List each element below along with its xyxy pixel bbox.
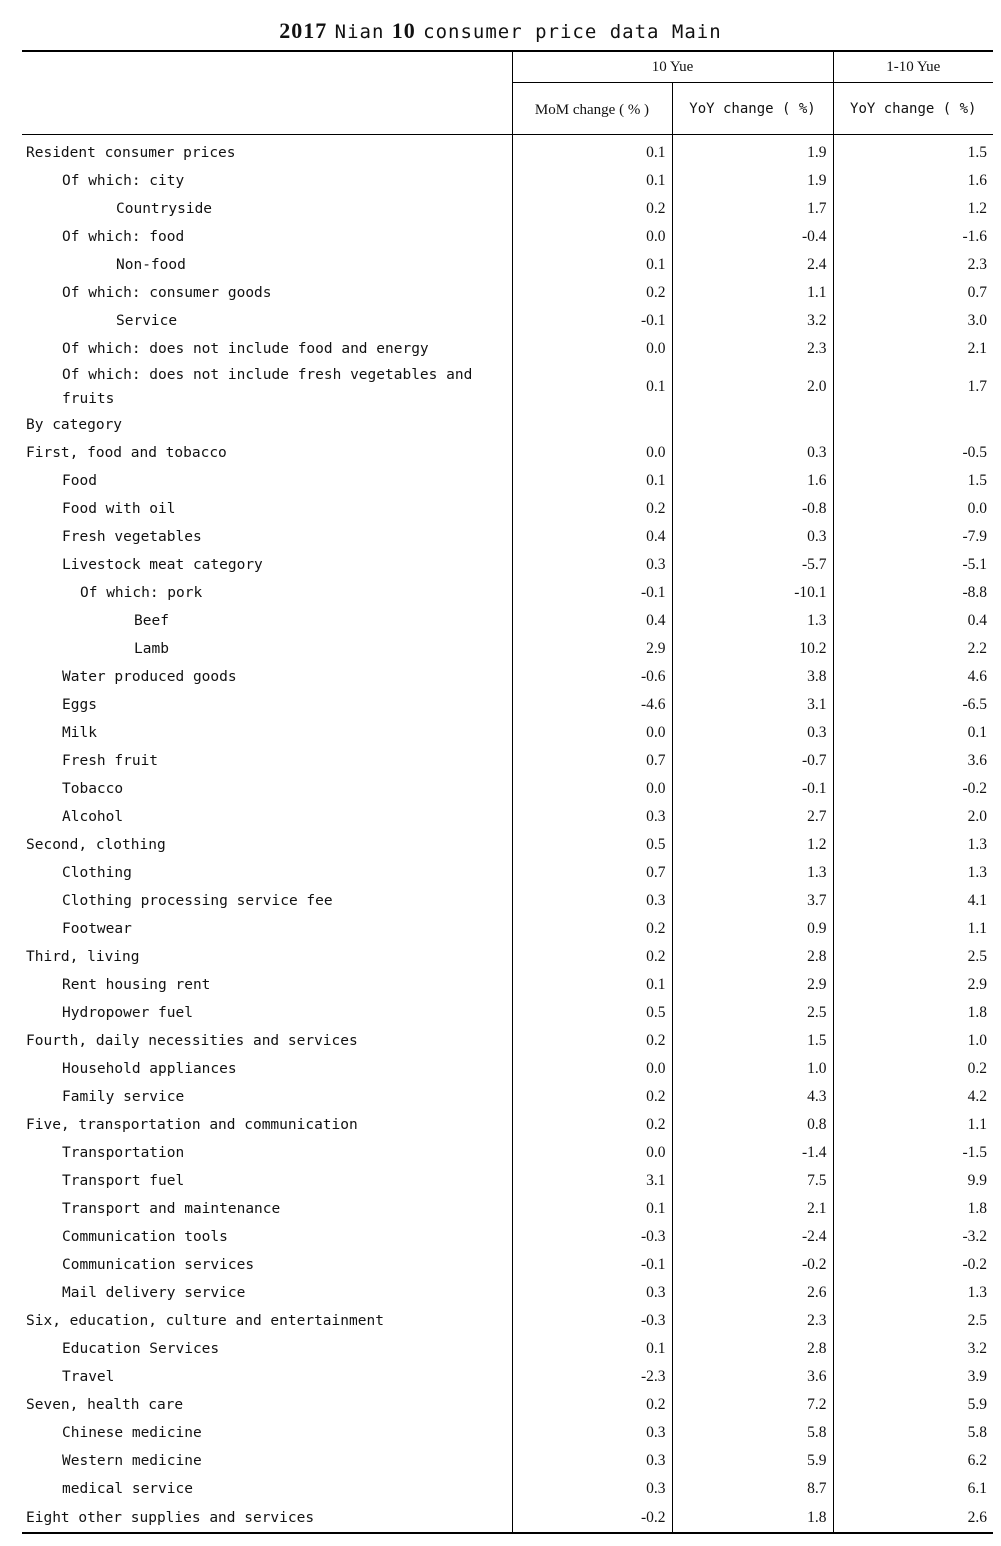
cell-mom: 0.0 [512, 439, 672, 467]
cell-ytd: -1.6 [833, 223, 993, 251]
cell-yoy: 0.3 [672, 439, 833, 467]
cell-yoy: 2.9 [672, 971, 833, 999]
cell-yoy: 3.7 [672, 887, 833, 915]
cell-mom: 0.4 [512, 607, 672, 635]
row-label: Of which: food [62, 229, 185, 245]
row-label: Of which: city [62, 173, 185, 189]
row-label: Fresh fruit [62, 753, 159, 769]
cell-yoy: 1.6 [672, 467, 833, 495]
cell-yoy: 1.0 [672, 1055, 833, 1083]
cell-yoy: 1.2 [672, 831, 833, 859]
cell-mom: 0.2 [512, 495, 672, 523]
row-label: Transport and maintenance [62, 1201, 281, 1217]
cell-ytd: 1.8 [833, 1195, 993, 1223]
table-row [22, 831, 993, 859]
cell-ytd: 1.3 [833, 859, 993, 887]
cell-yoy: 1.3 [672, 607, 833, 635]
cell-yoy: 1.1 [672, 279, 833, 307]
cell-yoy: 2.0 [672, 363, 833, 411]
row-label: Six, education, culture and entertainment [26, 1313, 384, 1329]
cell-ytd: 0.1 [833, 719, 993, 747]
cell-mom: 0.2 [512, 1391, 672, 1419]
row-label: Fresh vegetables [62, 529, 202, 545]
cell-mom: -0.1 [512, 579, 672, 607]
cell-ytd: 2.5 [833, 1307, 993, 1335]
cell-ytd: 2.3 [833, 251, 993, 279]
cell-ytd: 0.7 [833, 279, 993, 307]
cell-ytd: 1.2 [833, 195, 993, 223]
cell-yoy: 2.4 [672, 251, 833, 279]
row-label: Clothing [62, 865, 132, 881]
cell-ytd: 1.1 [833, 915, 993, 943]
cell-yoy: 3.2 [672, 307, 833, 335]
cell-yoy: 5.8 [672, 1419, 833, 1447]
cell-ytd: 1.1 [833, 1111, 993, 1139]
cell-ytd: 4.2 [833, 1083, 993, 1111]
table-row [22, 775, 993, 803]
cell-yoy: -0.8 [672, 495, 833, 523]
cell-mom: -0.2 [512, 1503, 672, 1533]
cell-yoy: 8.7 [672, 1475, 833, 1503]
row-label: Water produced goods [62, 669, 237, 685]
cell-yoy: 10.2 [672, 635, 833, 663]
cell-ytd: 1.3 [833, 1279, 993, 1307]
row-label: Third, living [26, 949, 140, 965]
cell-mom: 3.1 [512, 1167, 672, 1195]
cell-mom: 0.1 [512, 251, 672, 279]
cell-ytd: 1.7 [833, 363, 993, 411]
cell-yoy: -0.4 [672, 223, 833, 251]
cell-ytd: 3.9 [833, 1363, 993, 1391]
row-label: Five, transportation and communication [26, 1117, 358, 1133]
row-label: Beef [134, 613, 169, 629]
table-row [22, 1083, 993, 1111]
table-row [22, 915, 993, 943]
cell-mom: -4.6 [512, 691, 672, 719]
row-label: Of which: pork [80, 585, 203, 601]
cell-ytd: 1.3 [833, 831, 993, 859]
cell-mom: 0.0 [512, 335, 672, 363]
cell-yoy: -0.2 [672, 1251, 833, 1279]
table-row [22, 251, 993, 279]
cell-ytd: 2.9 [833, 971, 993, 999]
table-row [22, 859, 993, 887]
cell-mom: 0.2 [512, 279, 672, 307]
row-label: Service [116, 313, 178, 329]
row-label: Resident consumer prices [26, 145, 236, 161]
row-label: Non-food [116, 257, 186, 273]
cell-mom: 0.4 [512, 523, 672, 551]
table-body [22, 135, 993, 1534]
row-label: Fourth, daily necessities and services [26, 1033, 358, 1049]
cell-ytd: 3.6 [833, 747, 993, 775]
cell-ytd: -6.5 [833, 691, 993, 719]
header-mom: MoM change ( % ) [512, 83, 672, 135]
cell-ytd: 5.9 [833, 1391, 993, 1419]
cell-mom: 0.2 [512, 1111, 672, 1139]
cell-mom: 0.1 [512, 467, 672, 495]
cell-yoy: 1.9 [672, 167, 833, 195]
cell-yoy: -0.7 [672, 747, 833, 775]
cell-ytd: 3.2 [833, 1335, 993, 1363]
row-label: Clothing processing service fee [62, 893, 333, 909]
cell-ytd: 0.4 [833, 607, 993, 635]
cell-yoy: 0.9 [672, 915, 833, 943]
table-row [22, 691, 993, 719]
row-label: Rent housing rent [62, 977, 211, 993]
cell-mom: 0.3 [512, 1447, 672, 1475]
cell-yoy: 2.3 [672, 1307, 833, 1335]
table-row [22, 223, 993, 251]
table-row [22, 999, 993, 1027]
row-label: Food with oil [62, 501, 176, 517]
cell-ytd: 0.0 [833, 495, 993, 523]
row-label: By category [26, 417, 123, 433]
cell-yoy: 2.5 [672, 999, 833, 1027]
cell-yoy: 0.8 [672, 1111, 833, 1139]
table-row [22, 663, 993, 691]
cell-ytd: 4.6 [833, 663, 993, 691]
table-row [22, 167, 993, 195]
cell-yoy: -0.1 [672, 775, 833, 803]
cell-ytd: -1.5 [833, 1139, 993, 1167]
row-label: Livestock meat category [62, 557, 263, 573]
cell-yoy: 2.7 [672, 803, 833, 831]
row-label: Transportation [62, 1145, 185, 1161]
cell-ytd: 2.0 [833, 803, 993, 831]
cell-mom: 0.3 [512, 1279, 672, 1307]
table-row [22, 635, 993, 663]
cell-yoy: 5.9 [672, 1447, 833, 1475]
cell-mom: 0.3 [512, 1475, 672, 1503]
cell-mom: 0.7 [512, 859, 672, 887]
cell-ytd: 3.0 [833, 307, 993, 335]
cell-mom: 0.3 [512, 1419, 672, 1447]
row-label: Tobacco [62, 781, 124, 797]
cell-ytd: 2.1 [833, 335, 993, 363]
cell-mom: 0.3 [512, 803, 672, 831]
title-rest: consumer price data Main [423, 21, 722, 43]
cell-yoy: 1.5 [672, 1027, 833, 1055]
row-label: Hydropower fuel [62, 1005, 193, 1021]
row-label: medical service [62, 1481, 193, 1497]
row-label: Household appliances [62, 1061, 237, 1077]
header-yoy-ytd: YoY change ( %) [833, 83, 993, 135]
row-label: Lamb [134, 641, 169, 657]
table-row [22, 1195, 993, 1223]
cell-ytd: -7.9 [833, 523, 993, 551]
table-row [22, 1279, 993, 1307]
cell-yoy: 2.1 [672, 1195, 833, 1223]
table-row [22, 1055, 993, 1083]
cell-mom: -2.3 [512, 1363, 672, 1391]
cell-yoy: 2.8 [672, 1335, 833, 1363]
row-label: Communication services [62, 1257, 255, 1273]
cell-mom [512, 411, 672, 439]
title-nian: Nian [334, 21, 385, 43]
cell-mom: 0.5 [512, 831, 672, 859]
row-label: Travel [62, 1369, 115, 1385]
row-label: Alcohol [62, 809, 124, 825]
row-label: Countryside [116, 201, 213, 217]
table-row [22, 1503, 993, 1533]
row-label: First, food and tobacco [26, 445, 227, 461]
cell-yoy [672, 411, 833, 439]
table-row [22, 579, 993, 607]
cell-yoy: 7.5 [672, 1167, 833, 1195]
cell-yoy: 3.8 [672, 663, 833, 691]
row-label: Of which: consumer goods [62, 285, 272, 301]
cell-ytd: 9.9 [833, 1167, 993, 1195]
cell-mom: 0.2 [512, 195, 672, 223]
cell-yoy: -5.7 [672, 551, 833, 579]
cell-mom: -0.6 [512, 663, 672, 691]
cell-ytd: 0.2 [833, 1055, 993, 1083]
cell-yoy: 0.3 [672, 719, 833, 747]
cell-yoy: 1.3 [672, 859, 833, 887]
cell-mom: 0.1 [512, 1195, 672, 1223]
cell-mom: -0.3 [512, 1223, 672, 1251]
table-row [22, 495, 993, 523]
cell-yoy: 1.8 [672, 1503, 833, 1533]
cell-mom: 0.2 [512, 943, 672, 971]
row-label: Eight other supplies and services [22, 1503, 512, 1533]
row-label: Footwear [62, 921, 132, 937]
cell-mom: 0.0 [512, 719, 672, 747]
table-row [22, 135, 993, 168]
cell-mom: 0.0 [512, 223, 672, 251]
table-row [22, 971, 993, 999]
cell-mom: 0.2 [512, 915, 672, 943]
header-yoy-oct: YoY change ( %) [672, 83, 833, 135]
table-row [22, 607, 993, 635]
table-row [22, 1419, 993, 1447]
row-label: Food [62, 473, 97, 489]
table-row [22, 1391, 993, 1419]
cell-ytd: 1.0 [833, 1027, 993, 1055]
cell-mom: 0.1 [512, 363, 672, 411]
title-month: 10 [391, 18, 416, 43]
cell-yoy: -1.4 [672, 1139, 833, 1167]
table-row [22, 1251, 993, 1279]
cpi-table [22, 50, 993, 1534]
cell-mom: 0.0 [512, 775, 672, 803]
table-row [22, 747, 993, 775]
cell-yoy: 2.6 [672, 1279, 833, 1307]
cell-ytd: 1.5 [833, 467, 993, 495]
cell-yoy: -2.4 [672, 1223, 833, 1251]
cell-yoy: 2.8 [672, 943, 833, 971]
cell-mom: 0.5 [512, 999, 672, 1027]
table-row [22, 1363, 993, 1391]
row-label: Family service [62, 1089, 185, 1105]
table-row [22, 523, 993, 551]
cell-ytd: 2.2 [833, 635, 993, 663]
header-group-ytd: 1-10 Yue [833, 51, 993, 83]
table-row [22, 1475, 993, 1503]
cell-yoy: 1.9 [672, 135, 833, 168]
table-row [22, 411, 993, 439]
row-label: Mail delivery service [62, 1285, 246, 1301]
cell-yoy: 2.3 [672, 335, 833, 363]
row-label: Of which: does not include fresh vegetables and fruits [62, 367, 473, 407]
cell-mom: -0.3 [512, 1307, 672, 1335]
cell-mom: -0.1 [512, 307, 672, 335]
cell-ytd: 2.5 [833, 943, 993, 971]
cell-yoy: 7.2 [672, 1391, 833, 1419]
title-year: 2017 [279, 18, 328, 43]
table-row [22, 279, 993, 307]
cell-ytd: 6.2 [833, 1447, 993, 1475]
cell-yoy: 3.1 [672, 691, 833, 719]
table-row [22, 551, 993, 579]
cell-yoy: 1.7 [672, 195, 833, 223]
cell-yoy: -10.1 [672, 579, 833, 607]
table-row [22, 307, 993, 335]
row-label: Chinese medicine [62, 1425, 202, 1441]
table-row [22, 943, 993, 971]
cell-mom: 0.7 [512, 747, 672, 775]
cell-mom: 2.9 [512, 635, 672, 663]
row-label: Seven, health care [26, 1397, 184, 1413]
table-title [0, 18, 1001, 44]
row-label: Communication tools [62, 1229, 228, 1245]
cell-ytd: 1.5 [833, 135, 993, 168]
cell-yoy: 3.6 [672, 1363, 833, 1391]
cell-ytd: 2.6 [833, 1503, 993, 1533]
row-label: Education Services [62, 1341, 220, 1357]
cell-mom: 0.2 [512, 1027, 672, 1055]
table-row [22, 887, 993, 915]
table-row [22, 719, 993, 747]
table-row [22, 803, 993, 831]
row-label: Eggs [62, 697, 97, 713]
cell-ytd: 5.8 [833, 1419, 993, 1447]
cell-ytd: 1.8 [833, 999, 993, 1027]
table-row [22, 439, 993, 467]
table-row [22, 1447, 993, 1475]
cell-yoy: 0.3 [672, 523, 833, 551]
row-label: Milk [62, 725, 97, 741]
table-row [22, 1307, 993, 1335]
header-group-oct: 10 Yue [512, 51, 833, 83]
cell-mom: 0.1 [512, 971, 672, 999]
table-row [22, 1139, 993, 1167]
cell-ytd: -0.2 [833, 775, 993, 803]
cell-ytd: 4.1 [833, 887, 993, 915]
header-blank [22, 51, 512, 135]
cell-yoy: 4.3 [672, 1083, 833, 1111]
cell-mom: 0.1 [512, 1335, 672, 1363]
table-row [22, 467, 993, 495]
cell-mom: 0.0 [512, 1055, 672, 1083]
cell-mom: 0.1 [512, 167, 672, 195]
cell-ytd: 1.6 [833, 167, 993, 195]
table-row [22, 363, 993, 411]
cell-mom: -0.1 [512, 1251, 672, 1279]
cell-ytd: -5.1 [833, 551, 993, 579]
table-row [22, 1167, 993, 1195]
cell-mom: 0.2 [512, 1083, 672, 1111]
cell-ytd: 6.1 [833, 1475, 993, 1503]
table-row [22, 335, 993, 363]
cell-mom: 0.0 [512, 1139, 672, 1167]
table-row [22, 1027, 993, 1055]
cell-ytd: -8.8 [833, 579, 993, 607]
cell-ytd [833, 411, 993, 439]
row-label: Western medicine [62, 1453, 202, 1469]
row-label: Of which: does not include food and energy [62, 341, 429, 357]
cell-mom: 0.3 [512, 551, 672, 579]
cell-mom: 0.3 [512, 887, 672, 915]
table-row [22, 1335, 993, 1363]
cell-ytd: -3.2 [833, 1223, 993, 1251]
cell-ytd: -0.2 [833, 1251, 993, 1279]
table-row [22, 195, 993, 223]
table-row [22, 1111, 993, 1139]
cell-mom: 0.1 [512, 135, 672, 168]
row-label: Transport fuel [62, 1173, 185, 1189]
row-label: Second, clothing [26, 837, 166, 853]
table-row [22, 1223, 993, 1251]
cell-ytd: -0.5 [833, 439, 993, 467]
